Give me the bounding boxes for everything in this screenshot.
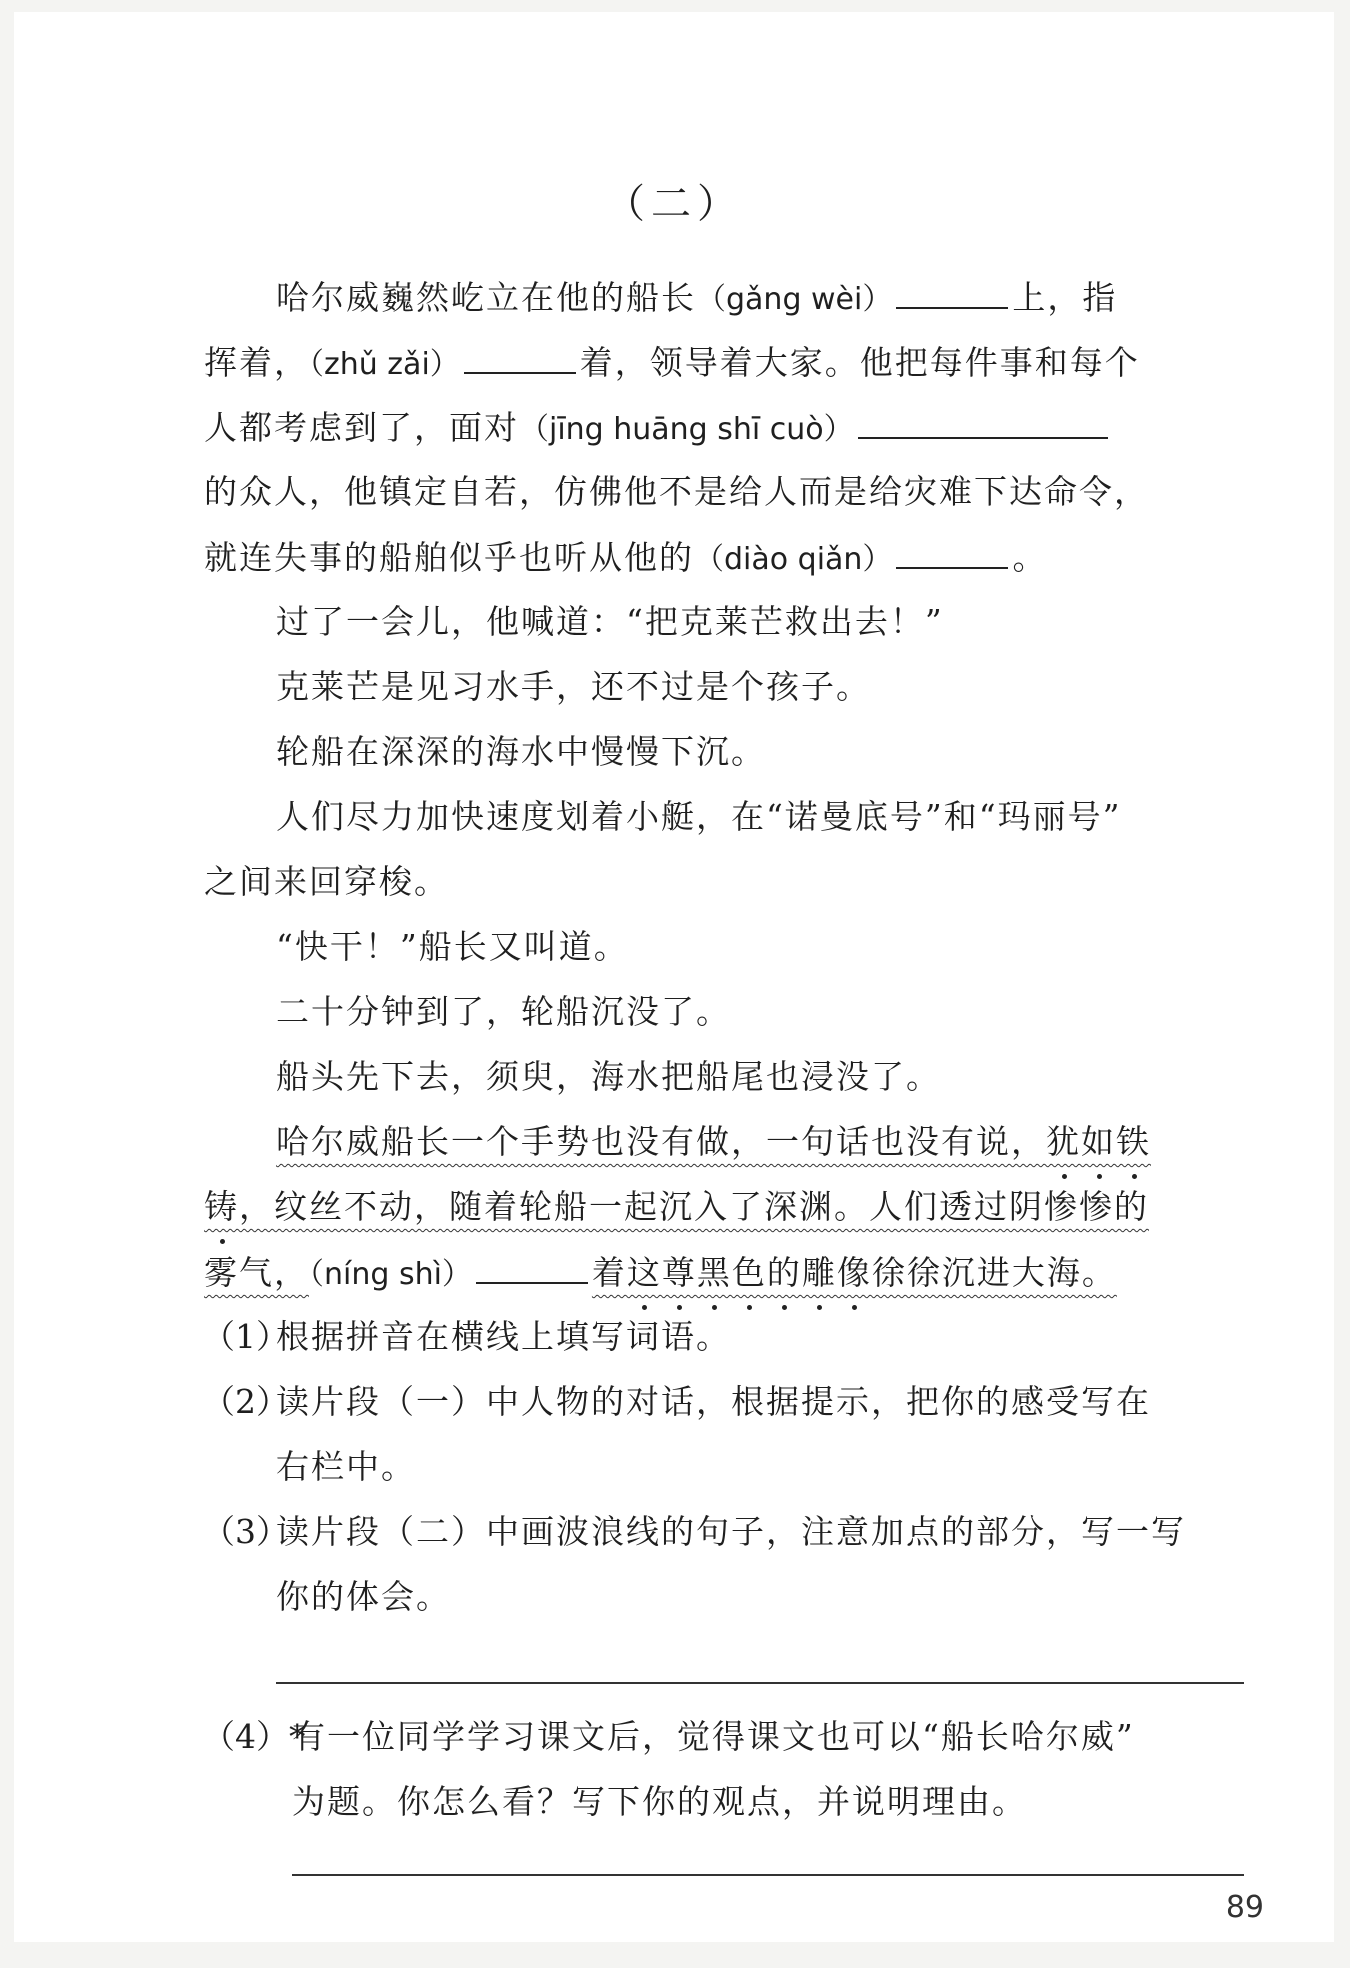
question-number: （4）*: [202, 1717, 306, 1756]
passage-line: [276, 277, 1244, 320]
question-text: 读片段（二）中画波浪线的句子，注意加点的部分，写一写: [276, 1512, 1186, 1551]
question-text: 有一位同学学习课文后，觉得课文也可以“船长哈尔威”: [292, 1717, 1135, 1756]
pinyin-prompt: （zhǔ zǎi）: [309, 347, 460, 382]
emphasis-char: 的: [766, 1253, 802, 1292]
passage-text: 就连失事的船舶似乎也听从他的: [204, 538, 694, 577]
passage-text: 挥着，: [204, 343, 309, 382]
passage-line: 船头先下去，须臾，海水把船尾也浸没了。: [276, 1057, 941, 1096]
wavy-text: [204, 1187, 1149, 1226]
question-text: 根据拼音在横线上填写词语。: [276, 1317, 731, 1356]
passage-text: 哈尔威船长一个手势也没有做，一句话也没有说，: [276, 1122, 1046, 1161]
passage-line: [204, 537, 1244, 580]
passage-text: 。: [1012, 538, 1048, 577]
passage-line: 人们尽力加快速度划着小艇，在“诺曼底号”和“玛丽号”: [276, 797, 1122, 836]
wavy-line: [276, 1122, 1244, 1162]
pinyin-prompt: （jīng huāng shī cuò）: [519, 412, 854, 447]
emphasis-char: 铸: [204, 1187, 239, 1226]
passage-line: [204, 342, 1244, 385]
emphasis-char: 黑: [696, 1253, 732, 1292]
passage-line: 二十分钟到了，轮船沉没了。: [276, 992, 731, 1031]
emphasis-text: [627, 1253, 872, 1292]
passage-line: 过了一会儿，他喊道：“把克莱芒救出去！”: [276, 602, 944, 641]
passage-text: ，纹丝不动，随着轮船一起沉入了深渊。人们透过阴惨惨的: [239, 1187, 1149, 1226]
wavy-text: [276, 1122, 1151, 1161]
emphasis-char: 铁: [1116, 1122, 1151, 1161]
question-text: 右栏中。: [276, 1447, 416, 1486]
wavy-text: 雾气，: [204, 1253, 309, 1292]
passage-line: 之间来回穿梭。: [204, 862, 449, 901]
page-number: 89: [1225, 1890, 1264, 1925]
emphasis-char: 犹: [1046, 1122, 1081, 1161]
passage-line: 的众人，他镇定自若，仿佛他不是给人而是给灾难下达命令，: [204, 472, 1149, 511]
passage-text: 上，指: [1012, 278, 1118, 317]
question-text: 读片段（一）中人物的对话，根据提示，把你的感受写在: [276, 1382, 1151, 1421]
wavy-line: [204, 1187, 1244, 1227]
answer-blank[interactable]: [476, 1252, 588, 1284]
passage-line: “快干！”船长又叫道。: [276, 927, 629, 966]
dotted-text: [1046, 1122, 1151, 1161]
answer-line[interactable]: [276, 1682, 1244, 1684]
section-title: （二）: [605, 181, 743, 227]
emphasis-char: 色: [731, 1253, 767, 1292]
wavy-line: [204, 1252, 1244, 1295]
workbook-page: [14, 12, 1334, 1942]
answer-blank[interactable]: [896, 537, 1008, 569]
answer-blank[interactable]: [896, 277, 1008, 309]
passage-line: 克莱芒是见习水手，还不过是个孩子。: [276, 667, 871, 706]
question-number: （3）: [202, 1512, 289, 1551]
question-text: 为题。你怎么看？写下你的观点，并说明理由。: [292, 1782, 1027, 1821]
passage-text: 人都考虑到了，面对: [204, 408, 519, 447]
answer-line[interactable]: [292, 1874, 1244, 1876]
passage-line: [204, 407, 1244, 450]
passage-text: 着: [591, 1253, 627, 1292]
emphasis-char: 像: [836, 1253, 872, 1292]
emphasis-char: 雕: [801, 1253, 837, 1292]
answer-blank[interactable]: [858, 407, 1108, 439]
passage-text: 哈尔威巍然屹立在他的船长: [276, 278, 696, 317]
emphasis-text: [204, 1187, 239, 1226]
passage-line: 轮船在深深的海水中慢慢下沉。: [276, 732, 766, 771]
passage-text: 徐徐沉进大海。: [871, 1253, 1117, 1292]
question-text: 你的体会。: [276, 1577, 451, 1616]
question-number: （2）: [202, 1382, 289, 1421]
emphasis-char: 这: [626, 1253, 662, 1292]
emphasis-char: 如: [1081, 1122, 1116, 1161]
emphasis-char: 尊: [661, 1253, 697, 1292]
pinyin-prompt: （níng shì）: [309, 1257, 472, 1292]
pinyin-prompt: （diào qiǎn）: [694, 542, 893, 577]
pinyin-prompt: （gǎng wèi）: [696, 282, 893, 317]
answer-blank[interactable]: [464, 342, 576, 374]
emphasis-text: [1046, 1122, 1151, 1161]
question-number: （1）: [202, 1317, 289, 1356]
passage-text: 着，领导着大家。他把每件事和每个: [579, 343, 1140, 382]
wavy-text: [592, 1253, 1117, 1292]
